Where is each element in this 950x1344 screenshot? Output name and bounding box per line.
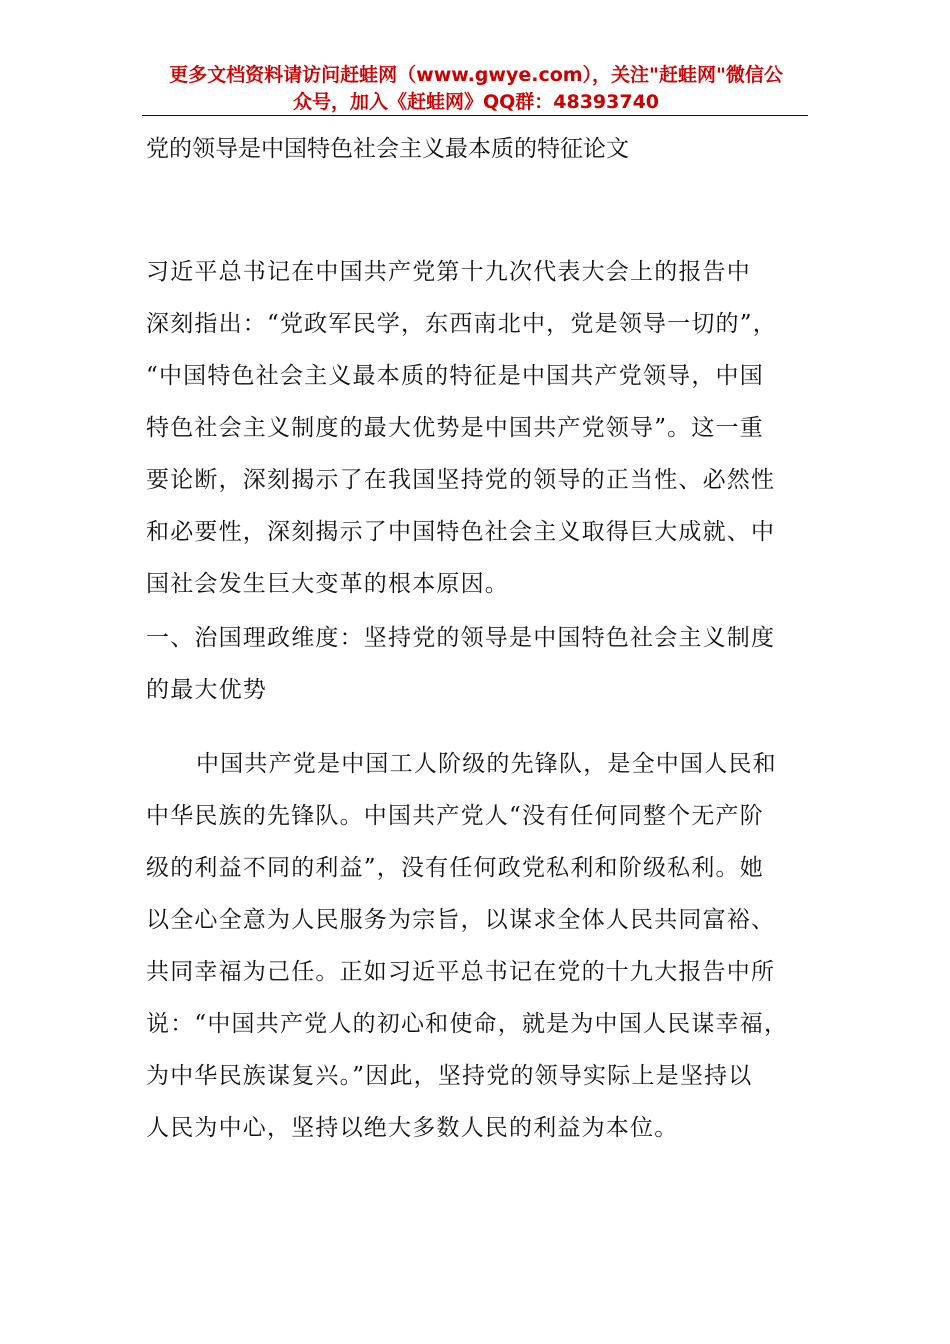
heading-line: 一、治国理政维度：坚持党的领导是中国特色社会主义制度 — [146, 625, 776, 651]
header-banner-line: 更多文档资料请访问赶蛙网（www.gwye.com），关注"赶蛙网"微信公 — [169, 64, 783, 86]
text-line: 特色社会主义制度的最大优势是中国共产党领导”。这一重 — [146, 415, 764, 441]
header-banner — [142, 62, 810, 116]
section-heading — [146, 612, 806, 716]
text-line: 中国共产党是中国工人阶级的先锋队，是全中国人民和 — [196, 751, 777, 777]
heading-line: 的最大优势 — [146, 677, 267, 703]
text-line: “中国特色社会主义最本质的特征是中国共产党领导，中国 — [146, 363, 764, 389]
text-line: 人民为中心，坚持以绝大多数人民的利益为本位。 — [146, 1115, 679, 1141]
text-line: 为中华民族谋复兴。”因此，坚持党的领导实际上是坚持以 — [146, 1063, 753, 1089]
text-line: 深刻指出：“党政军民学，东西南北中，党是领导一切的”， — [146, 311, 777, 337]
section-paragraph — [146, 738, 806, 1154]
text-line: 和必要性，深刻揭示了中国特色社会主义取得巨大成就、中 — [146, 519, 776, 545]
document-title: 党的领导是中国特色社会主义最本质的特征论文 — [146, 136, 629, 162]
text-line: 共同幸福为己任。正如习近平总书记在党的十九大报告中所 — [146, 959, 776, 985]
text-line: 国社会发生巨大变革的根本原因。 — [146, 571, 509, 597]
text-line: 习近平总书记在中国共产党第十九次代表大会上的报告中 — [146, 259, 751, 285]
intro-paragraph — [146, 246, 806, 610]
text-line: 级的利益不同的利益”，没有任何政党私利和阶级私利。她 — [146, 855, 764, 881]
header-divider — [142, 115, 808, 116]
text-line: 要论断，深刻揭示了在我国坚持党的领导的正当性、必然性 — [146, 467, 776, 493]
text-line: 说：“中国共产党人的初心和使命，就是为中国人民谋幸福， — [146, 1011, 789, 1037]
header-banner-line: 众号，加入《赶蛙网》QQ群：48393740 — [292, 91, 660, 113]
text-line: 以全心全意为人民服务为宗旨，以谋求全体人民共同富裕、 — [146, 907, 776, 933]
text-line: 中华民族的先锋队。中国共产党人“没有任何同整个无产阶 — [146, 803, 764, 829]
